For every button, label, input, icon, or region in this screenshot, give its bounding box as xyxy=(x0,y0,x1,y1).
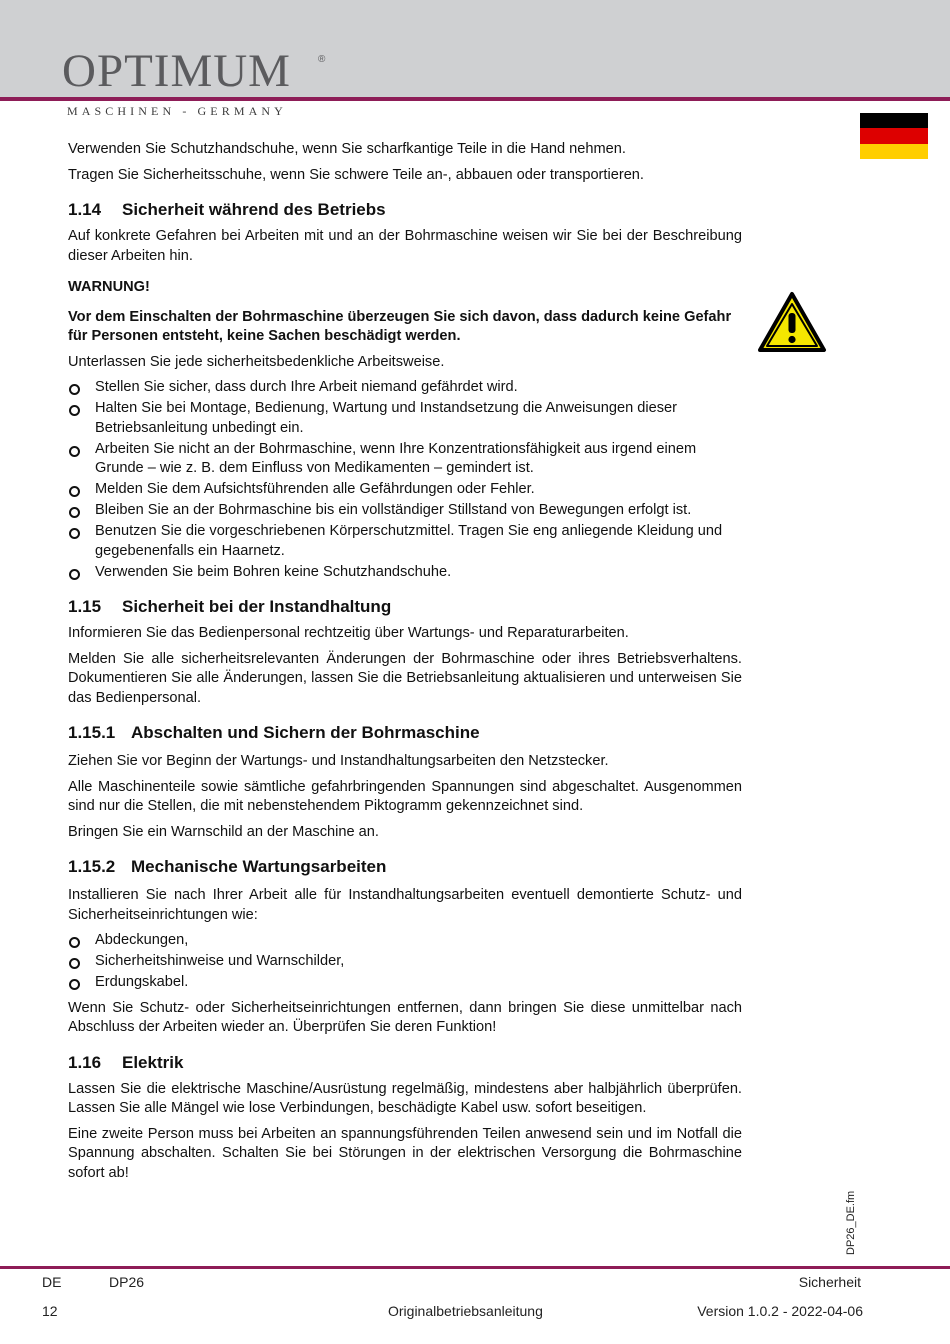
paragraph: Auf konkrete Gefahren bei Arbeiten mit und an der Bohrmaschine weisen wir Sie bei der Beschreibung dieser Arbeiten hin. xyxy=(68,228,742,264)
warning-triangle-icon xyxy=(757,291,827,353)
paragraph: Wenn Sie Schutz- oder Sicherheitseinrichtungen entfernen, dann bringen Sie diese unmittelbar nach Abschluss der Arbeiten wieder an. Überprüfen Sie deren Funktion! xyxy=(68,999,742,1035)
paragraph: Ziehen Sie vor Beginn der Wartungs- und Instandhaltungsarbeiten den Netzstecker. xyxy=(68,753,609,769)
paragraph: Installieren Sie nach Ihrer Arbeit alle für Instandhaltungsarbeiten eventuell demontierte Schutz- und Sicherheitseinrichtungen wie: xyxy=(68,887,742,923)
footer-model: DP26 xyxy=(109,1274,145,1290)
footer-divider xyxy=(0,1266,950,1269)
list-item: Halten Sie bei Montage, Bedienung, Wartung und Instandsetzung die Anweisungen dieser Betriebsanleitung unbedingt ein. xyxy=(68,399,742,438)
logo-wordmark: OPTIMUM xyxy=(62,45,291,97)
paragraph: Melden Sie alle sicherheitsrelevanten Änderungen der Bohrmaschine oder ihres Betriebsverhaltens. Dokumentieren Sie alle Änderungen, lassen Sie die Betriebsanleitung aktualisieren und unterweisen Sie das Bedienpersonal. xyxy=(68,650,742,706)
main-content xyxy=(68,140,742,1189)
list-item: Bleiben Sie an der Bohrmaschine bis ein vollständiger Stillstand von Bewegungen erfolgt ist. xyxy=(68,501,742,521)
list-item: Stellen Sie sicher, dass durch Ihre Arbeit niemand gefährdet wird. xyxy=(68,378,742,398)
list-item: Melden Sie dem Aufsichtsführenden alle Gefährdungen oder Fehler. xyxy=(68,480,742,500)
footer-page-number: 12 xyxy=(42,1303,58,1319)
header-divider xyxy=(0,97,950,101)
section-number: 1.15 xyxy=(68,597,102,616)
warning-text: Vor dem Einschalten der Bohrmaschine überzeugen Sie sich davon, dass dadurch keine Gefahr für Personen entsteht, keine Sachen beschädigt werden. xyxy=(68,308,732,344)
subsection-heading xyxy=(68,856,742,878)
paragraph: Alle Maschinenteile sowie sämtliche gefahrbringenden Spannungen sind abgeschaltet. Ausgenommen sind nur die Stellen, die mit nebenstehendem Piktogramm gekennzeichnet sind. xyxy=(68,778,742,814)
intro-paragraph: Tragen Sie Sicherheitsschuhe, wenn Sie schwere Teile an-, abbauen oder transportieren. xyxy=(68,166,644,183)
footer-document-title: Originalbetriebsanleitung xyxy=(388,1303,543,1319)
section-number: 1.16 xyxy=(68,1052,102,1072)
bullet-list xyxy=(68,378,742,582)
footer-language: DE xyxy=(42,1274,62,1290)
list-item: Erdungskabel. xyxy=(68,973,742,993)
paragraph: Lassen Sie die elektrische Maschine/Ausrüstung regelmäßig, mindestens aber halbjährlich überprüfen. Lassen Sie alle Mängel wie lose Verbindungen, beschädigte Kabel usw. sofort beseitigen. xyxy=(68,1080,742,1116)
subsection-heading xyxy=(68,722,742,744)
german-flag-icon xyxy=(860,113,928,159)
section-title: Sicherheit während des Betriebs xyxy=(122,200,386,219)
paragraph: Bringen Sie ein Warnschild an der Maschine an. xyxy=(68,823,379,840)
list-item: Verwenden Sie beim Bohren keine Schutzhandschuhe. xyxy=(68,563,742,583)
paragraph: Eine zweite Person muss bei Arbeiten an spannungsführenden Teilen anwesend sein und im Notfall die Spannung abschalten. Schalten Sie bei Störungen in der elektrischen Versorgung die Bohrmaschine sofort ab! xyxy=(68,1125,742,1181)
section-heading xyxy=(68,1052,742,1074)
paragraph: Unterlassen Sie jede sicherheitsbedenkliche Arbeitsweise. xyxy=(68,353,445,370)
list-item: Abdeckungen, xyxy=(68,931,742,951)
section-title: Sicherheit bei der Instandhaltung xyxy=(122,597,392,616)
section-number: 1.15.2 xyxy=(68,857,116,876)
section-number: 1.14 xyxy=(68,200,102,219)
list-item: Arbeiten Sie nicht an der Bohrmaschine, wenn Ihre Konzentrationsfähigkeit aus irgend einem Grunde – wie z. B. dem Einfluss von Medikamenten – gemindert ist. xyxy=(68,440,742,479)
section-title: Mechanische Wartungsarbeiten xyxy=(131,857,387,876)
intro-paragraph: Verwenden Sie Schutzhandschuhe, wenn Sie scharfkantige Teile in die Hand nehmen. xyxy=(68,141,626,157)
section-number: 1.15.1 xyxy=(68,723,116,742)
section-heading xyxy=(68,596,742,618)
list-item: Benutzen Sie die vorgeschriebenen Körperschutzmittel. Tragen Sie eng anliegende Kleidung und gegebenenfalls ein Haarnetz. xyxy=(68,522,742,561)
logo-registered-mark: ® xyxy=(318,54,326,65)
logo-subtitle: MASCHINEN - GERMANY xyxy=(67,104,287,118)
bullet-list xyxy=(68,931,742,993)
paragraph: Informieren Sie das Bedienpersonal rechtzeitig über Wartungs- und Reparaturarbeiten. xyxy=(68,625,629,641)
warning-title: WARNUNG! xyxy=(68,279,150,295)
section-title: Abschalten und Sichern der Bohrmaschine xyxy=(131,723,480,742)
section-title: Elektrik xyxy=(122,1052,184,1072)
file-name-label: DP26_DE.fm xyxy=(845,1190,857,1255)
section-heading xyxy=(68,199,742,221)
footer-section: Sicherheit xyxy=(798,1274,861,1290)
list-item: Sicherheitshinweise und Warnschilder, xyxy=(68,952,742,972)
footer-version: Version 1.0.2 - 2022-04-06 xyxy=(697,1303,863,1319)
